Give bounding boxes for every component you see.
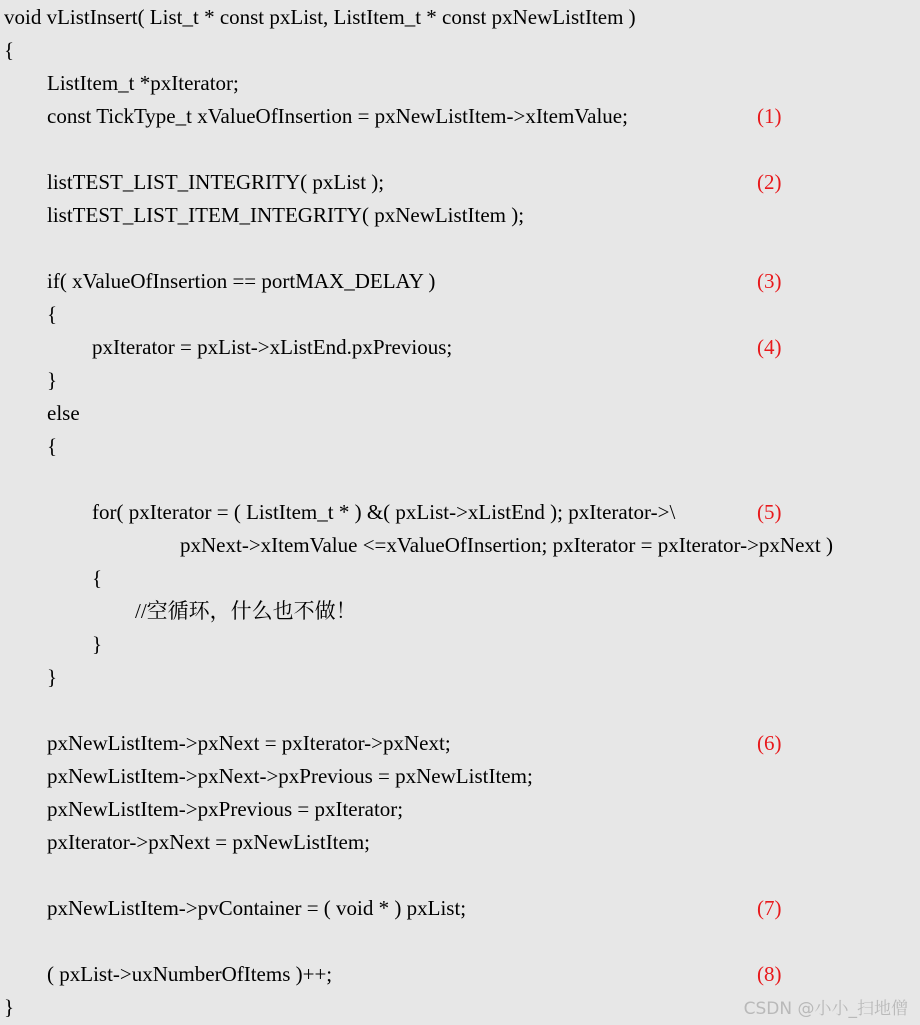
annotation-marker: (3): [757, 269, 782, 293]
annotation-marker: (7): [757, 896, 782, 920]
code-text: listTEST_LIST_ITEM_INTEGRITY( pxNewListItem );: [47, 203, 525, 227]
annotation-marker: (8): [757, 962, 782, 986]
code-comment: //空循环，什么也不做！: [135, 599, 357, 623]
code-text: const TickType_t xValueOfInsertion = pxNewListItem->xItemValue;: [47, 104, 628, 128]
code-text: }: [47, 665, 58, 689]
code-text: pxIterator = pxList->xListEnd.pxPrevious;: [92, 335, 453, 359]
code-text: if( xValueOfInsertion == portMAX_DELAY ): [47, 269, 436, 293]
code-text: pxNext->xItemValue <=xValueOfInsertion; pxIterator = pxIterator->pxNext ): [180, 533, 833, 557]
code-text: pxIterator->pxNext = pxNewListItem;: [47, 830, 371, 854]
code-text: pxNewListItem->pxNext = pxIterator->pxNext;: [47, 731, 451, 755]
code-text: void vListInsert( List_t * const pxList, ListItem_t * const pxNewListItem ): [4, 5, 636, 29]
code-text: else: [47, 401, 80, 425]
code-text: pxNewListItem->pxPrevious = pxIterator;: [47, 797, 404, 821]
annotation-marker: (6): [757, 731, 782, 755]
code-text: }: [92, 632, 103, 656]
code-text: pxNewListItem->pvContainer = ( void * ) pxList;: [47, 896, 467, 920]
code-text: {: [47, 302, 58, 326]
code-text: ( pxList->uxNumberOfItems )++;: [47, 962, 333, 986]
annotation-marker: (2): [757, 170, 782, 194]
annotation-marker: (1): [757, 104, 782, 128]
annotation-marker: (5): [757, 500, 782, 524]
code-text: for( pxIterator = ( ListItem_t * ) &( pxList->xListEnd ); pxIterator->\: [92, 500, 676, 524]
code-text: {: [4, 38, 15, 62]
code-text: }: [4, 995, 15, 1019]
code-text: }: [47, 368, 58, 392]
csdn-watermark: CSDN @小小_扫地僧: [743, 999, 908, 1019]
code-text: {: [92, 566, 103, 590]
code-text: ListItem_t *pxIterator;: [47, 71, 239, 95]
code-text: listTEST_LIST_INTEGRITY( pxList );: [47, 170, 385, 194]
annotation-marker: (4): [757, 335, 782, 359]
code-text: pxNewListItem->pxNext->pxPrevious = pxNewListItem;: [47, 764, 533, 788]
code-text: {: [47, 434, 58, 458]
